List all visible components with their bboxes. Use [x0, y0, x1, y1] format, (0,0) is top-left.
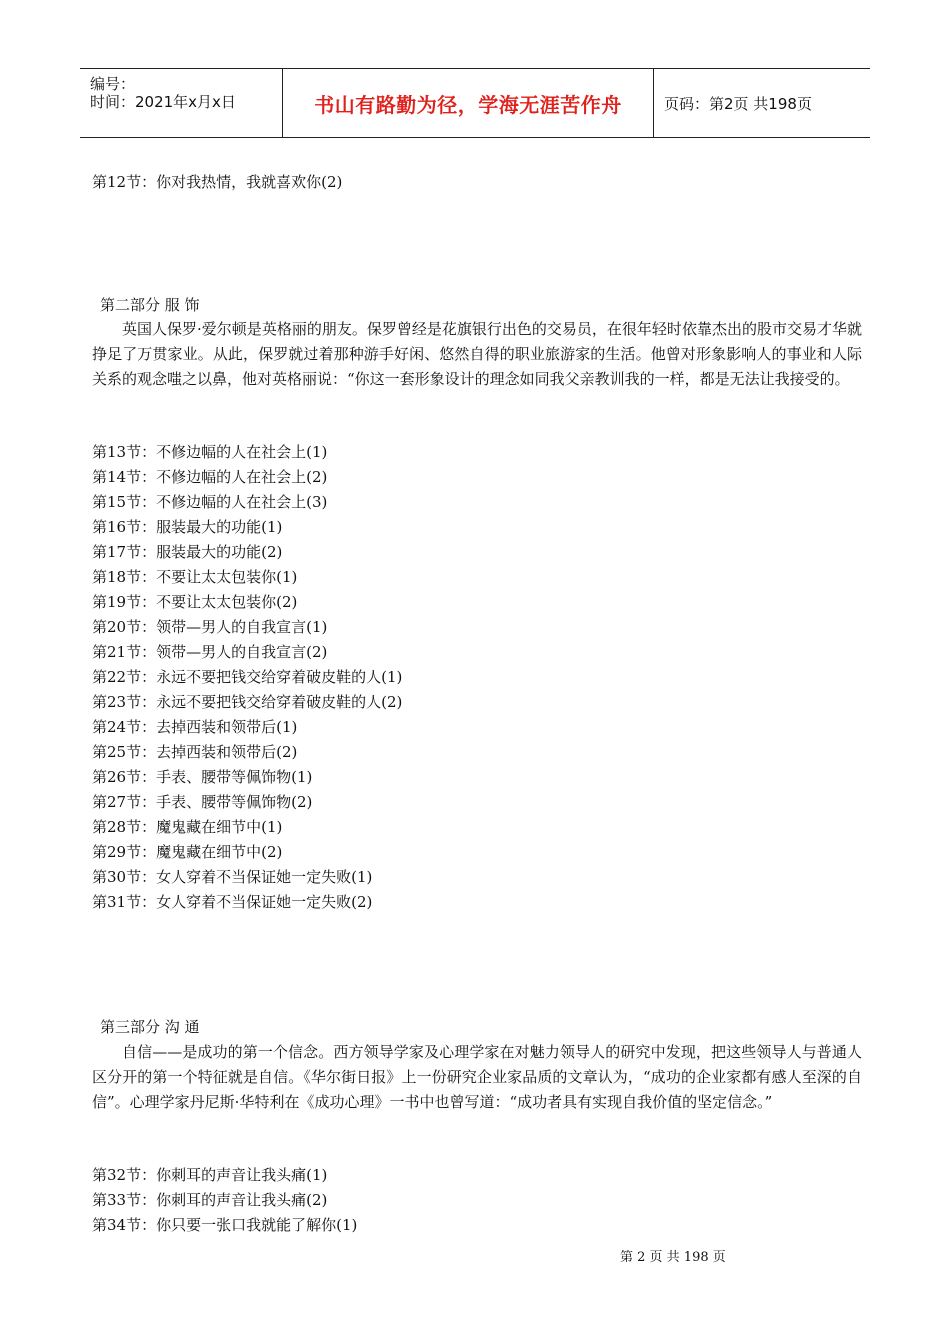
document-header	[80, 68, 870, 138]
section-list-item: 第30节：女人穿着不当保证她一定失败(1)	[92, 868, 373, 886]
section-list-item: 第22节：永远不要把钱交给穿着破皮鞋的人(1)	[92, 668, 403, 686]
section-list-item: 第13节：不修边幅的人在社会上(1)	[92, 443, 328, 461]
header-page-code: 页码：第2页 共198页	[664, 94, 812, 113]
section-list-item: 第20节：领带—男人的自我宣言(1)	[92, 618, 328, 636]
header-meta-cell	[80, 69, 283, 137]
section-list-item: 第17节：服装最大的功能(2)	[92, 543, 283, 561]
page-footer: 第 2 页 共 198 页	[620, 1250, 726, 1265]
section-list-item: 第34节：你只要一张口我就能了解你(1)	[92, 1216, 358, 1234]
section-list-item: 第24节：去掉西装和领带后(1)	[92, 718, 298, 736]
section-list-item: 第28节：魔鬼藏在细节中(1)	[92, 818, 283, 836]
header-number-label: 编号：	[90, 75, 136, 93]
section-list-item: 第29节：魔鬼藏在细节中(2)	[92, 843, 283, 861]
section-list-item: 第23节：永远不要把钱交给穿着破皮鞋的人(2)	[92, 693, 403, 711]
part3-title: 第三部分 沟 通	[100, 1018, 200, 1036]
section-list-item: 第16节：服装最大的功能(1)	[92, 518, 283, 536]
header-motto: 书山有路勤为径，学海无涯苦作舟	[314, 92, 622, 117]
section-list-item: 第21节：领带—男人的自我宣言(2)	[92, 643, 328, 661]
header-date-label: 时间：2021年x月x日	[90, 93, 236, 111]
part2-title: 第二部分 服 饰	[100, 296, 200, 314]
section-list-item: 第18节：不要让太太包装你(1)	[92, 568, 298, 586]
part2-section-list	[92, 440, 402, 915]
section-list-item: 第26节：手表、腰带等佩饰物(1)	[92, 768, 313, 786]
section-list-item: 第27节：手表、腰带等佩饰物(2)	[92, 793, 313, 811]
intro-section-line: 第12节：你对我热情，我就喜欢你(2)	[92, 173, 343, 191]
part3-paragraph: 自信——是成功的第一个信念。西方领导学家及心理学家在对魅力领导人的研究中发现，把这些领导人与普通人区分开的第一个特征就是自信。《华尔街日报》上一份研究企业家品质的文章认为，“成功的企业家都有感人至深的自信”。心理学家丹尼斯·华特利在《成功心理》一书中也曾写道：“成功者具有实现自我价值的坚定信念。”	[92, 1043, 862, 1111]
section-list-item: 第14节：不修边幅的人在社会上(2)	[92, 468, 328, 486]
section-list-item: 第31节：女人穿着不当保证她一定失败(2)	[92, 893, 373, 911]
section-list-item: 第15节：不修边幅的人在社会上(3)	[92, 493, 328, 511]
header-page-cell	[654, 69, 870, 137]
section-list-item: 第19节：不要让太太包装你(2)	[92, 593, 298, 611]
section-list-item: 第32节：你刺耳的声音让我头痛(1)	[92, 1166, 328, 1184]
header-motto-cell	[283, 69, 654, 137]
section-list-item: 第33节：你刺耳的声音让我头痛(2)	[92, 1191, 328, 1209]
part2-paragraph: 英国人保罗·爱尔顿是英格丽的朋友。保罗曾经是花旗银行出色的交易员，在很年轻时依靠杰出的股市交易才华就挣足了万贯家业。从此，保罗就过着那种游手好闲、悠然自得的职业旅游家的生活。他曾对形象影响人的事业和人际关系的观念嗤之以鼻，他对英格丽说：“你这一套形象设计的理念如同我父亲教训我的一样，都是无法让我接受的。	[92, 320, 862, 388]
part3-section-list	[92, 1163, 357, 1238]
section-list-item: 第25节：去掉西装和领带后(2)	[92, 743, 298, 761]
